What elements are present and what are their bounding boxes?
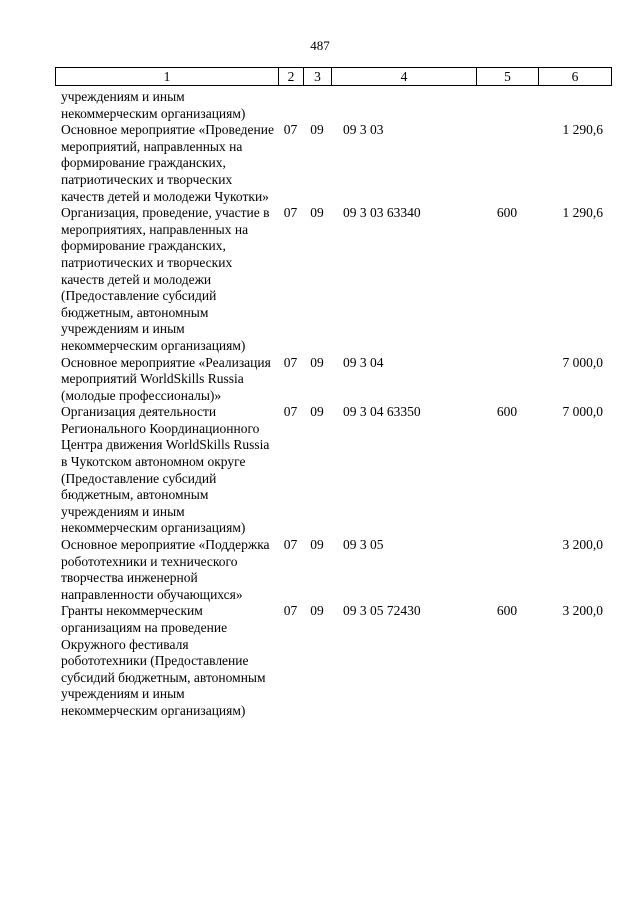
table-header (55, 67, 612, 86)
row-name: Организация деятельности Регионального Координационного Центра движения WorldSkills Russia в Чукотском автономном округе (Предоставление субсидий бюджетным, автономным учреждениям и иным некоммерческим организациям) (61, 404, 270, 536)
row-section: 07 (283, 404, 298, 420)
row-target-code: 09 3 04 (343, 354, 384, 370)
row-subsection (303, 89, 331, 122)
table-row (55, 603, 611, 719)
row-expense-type (476, 89, 538, 122)
table-row (55, 122, 611, 205)
row-expense-type (476, 122, 538, 205)
row-amount (538, 89, 611, 122)
row-section: 07 (283, 122, 298, 138)
table-row (55, 89, 611, 122)
row-target-code: 09 3 03 63340 (343, 205, 421, 221)
row-subsection: 09 (310, 537, 324, 553)
row-target-code: 09 3 04 63350 (343, 404, 421, 420)
row-expense-type: 600 (496, 205, 518, 221)
row-section: 07 (283, 537, 298, 553)
row-name: учреждениям и иным некоммерческим организациям) (61, 89, 246, 121)
row-subsection: 09 (310, 404, 324, 420)
row-name: Гранты некоммерческим организациям на проведение Окружного фестиваля робототехники (Предоставление субсидий бюджетным, автономным учреждениям и иным некоммерческим организациям) (61, 603, 266, 718)
row-amount: 3 200,0 (562, 537, 603, 553)
table-row (55, 205, 611, 354)
row-section (278, 89, 303, 122)
row-target-code: 09 3 03 (343, 122, 384, 138)
row-subsection: 09 (310, 354, 324, 370)
header-row (56, 68, 612, 86)
row-expense-type (476, 537, 538, 603)
row-target-code (331, 89, 476, 122)
row-target-code: 09 3 05 72430 (343, 603, 421, 619)
row-subsection: 09 (310, 603, 324, 619)
row-amount: 1 290,6 (562, 122, 603, 138)
header-col-2: 2 (279, 68, 304, 86)
header-col-6: 6 (539, 68, 612, 86)
page-number: 487 (310, 38, 330, 53)
table-row (55, 537, 611, 603)
table-row (55, 404, 611, 537)
row-subsection: 09 (310, 205, 324, 221)
row-name: Основное мероприятие «Проведение мероприятий, направленных на формирование гражданских, патриотических и творческих качеств детей и молодежи Чукотки» (61, 122, 274, 204)
row-section: 07 (283, 603, 298, 619)
row-amount: 1 290,6 (562, 205, 603, 221)
row-name: Основное мероприятие «Поддержка робототехники и технического творчества инженерной направленности обучающихся» (61, 537, 270, 602)
budget-table (55, 89, 611, 720)
header-col-3: 3 (304, 68, 332, 86)
row-amount: 7 000,0 (562, 404, 603, 420)
table-row (55, 355, 611, 405)
row-expense-type: 600 (496, 404, 518, 420)
header-col-5: 5 (477, 68, 539, 86)
row-section: 07 (283, 205, 298, 221)
row-target-code: 09 3 05 (343, 537, 384, 553)
row-subsection: 09 (310, 122, 324, 138)
row-name: Организация, проведение, участие в мероприятиях, направленных на формирование гражданских, патриотических и творческих качеств детей и молодежи (Предоставление субсидий бюджетным, автономным учреждениям и иным некоммерческим организациям) (61, 205, 270, 353)
row-expense-type (476, 355, 538, 405)
header-col-4: 4 (332, 68, 477, 86)
row-section: 07 (283, 354, 298, 370)
row-amount: 7 000,0 (562, 354, 603, 370)
row-amount: 3 200,0 (562, 603, 603, 619)
row-name: Основное мероприятие «Реализация мероприятий WorldSkills Russia (молодые профессионалы)» (61, 354, 271, 403)
row-expense-type: 600 (496, 603, 518, 619)
header-col-1: 1 (56, 68, 279, 86)
